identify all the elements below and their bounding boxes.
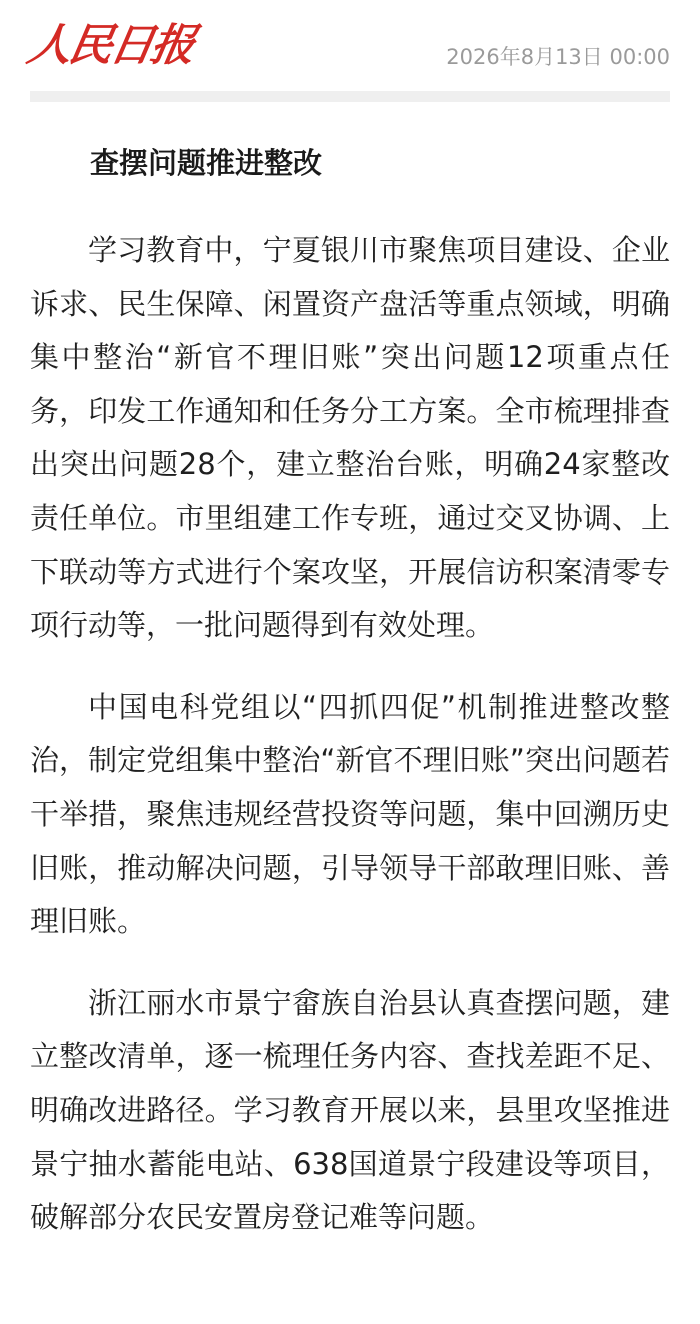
section-subheading: 查摆问题推进整改 <box>90 146 323 180</box>
article-paragraph-yinchuan: 学习教育中，宁夏银川市聚焦项目建设、企业诉求、民生保障、闲置资产盘活等重点领域，明确集中整治“新官不理旧账”突出问题12项重点任务，印发工作通知和任务分工方案。全市梳理排查出突出问题28个，建立整治台账，明确24家整改责任单位。市里组建工作专班，通过交叉协调、上下联动等方式进行个案攻坚，开展信访积案清零专项行动等，一批问题得到有效处理。 <box>30 233 670 643</box>
newspaper-logo: 人民日报 <box>23 20 197 71</box>
publish-date: 2026年8月13日 00:00 <box>446 45 670 69</box>
header-divider <box>30 91 670 102</box>
article-body <box>30 130 670 1273</box>
article-paragraph-cetc: 中国电科党组以“四抓四促”机制推进整改整治，制定党组集中整治“新官不理旧账”突出问题若干举措，聚焦违规经营投资等问题，集中回溯历史旧账，推动解决问题，引导领导干部敢理旧账、善理旧账。 <box>30 689 670 939</box>
article-paragraph-jingning: 浙江丽水市景宁畲族自治县认真查摆问题，建立整改清单，逐一梳理任务内容、查找差距不足、明确改进路径。学习教育开展以来，县里攻坚推进景宁抽水蓄能电站、638国道景宁段建设等项目，破解部分农民安置房登记难等问题。 <box>30 985 670 1235</box>
page-header <box>0 0 700 100</box>
